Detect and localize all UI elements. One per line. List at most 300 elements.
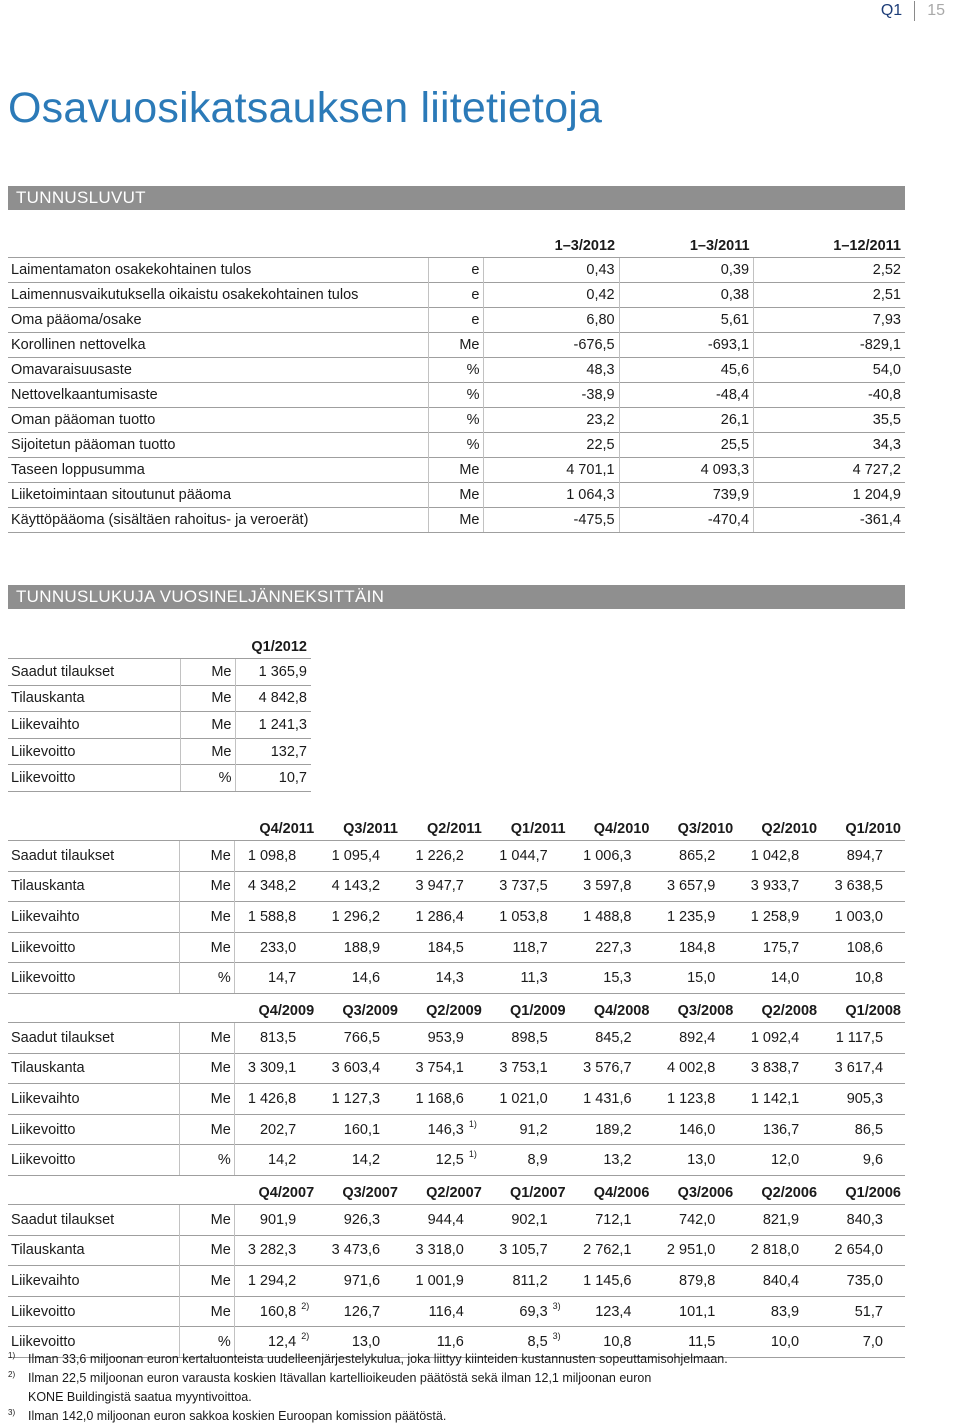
footnote-slot	[634, 932, 654, 963]
table-row	[8, 1296, 905, 1327]
footnote-slot	[550, 871, 570, 902]
column-header: Q1/2007	[509, 1185, 566, 1201]
column-header: Q3/2010	[677, 821, 734, 837]
value-cell: 1 042,8	[737, 841, 801, 872]
table-row	[8, 258, 905, 283]
footnote-slot	[717, 1084, 737, 1115]
value-cell: 879,8	[653, 1266, 717, 1297]
row-label: Nettovelkaantumisaste	[8, 383, 428, 408]
value-cell: -48,4	[619, 383, 753, 408]
value-cell: 34,3	[754, 433, 905, 458]
footnote-slot	[298, 902, 318, 933]
value-cell: 1 098,8	[234, 841, 298, 872]
row-unit: %	[180, 765, 235, 792]
footnote-slot	[717, 841, 737, 872]
value-cell: 821,9	[737, 1205, 801, 1236]
row-label: Omavaraisuusaste	[8, 358, 428, 383]
value-cell: 845,2	[570, 1023, 634, 1054]
row-unit: Me	[180, 738, 235, 765]
footnote-slot	[466, 841, 486, 872]
footnote-slot	[634, 1023, 654, 1054]
value-cell: 45,6	[619, 358, 753, 383]
table-header-row	[8, 807, 905, 841]
footnote-text: Ilman 33,6 miljoonan euron kertaluonteista uudelleenjärjestelykulua, joka liittyy kiinteiden kustannusten sopeuttamisohjelmaan.	[28, 1352, 728, 1366]
footnote-slot	[801, 1053, 821, 1084]
column-header: Q3/2007	[342, 1185, 398, 1201]
value-cell: 1 117,5	[821, 1023, 885, 1054]
row-label: Liikevoitto	[8, 765, 180, 792]
value-cell: 13,0	[318, 1327, 382, 1358]
table-row	[8, 383, 905, 408]
value-cell: 3 838,7	[737, 1053, 801, 1084]
footnote-slot	[550, 1023, 570, 1054]
value-cell: 23,2	[483, 408, 619, 433]
value-cell: 894,7	[821, 841, 885, 872]
footnote-slot	[466, 1266, 486, 1297]
value-cell: 12,4	[234, 1327, 298, 1358]
value-cell: 1 006,3	[570, 841, 634, 872]
row-unit: Me	[180, 1023, 235, 1054]
value-cell: 3 638,5	[821, 871, 885, 902]
column-header: Q2/2007	[426, 1185, 482, 1201]
footnote-slot	[885, 1205, 905, 1236]
footnote-slot	[717, 1053, 737, 1084]
value-cell: 175,7	[737, 932, 801, 963]
footnote-slot	[885, 1235, 905, 1266]
quarter-label: Q1	[880, 2, 903, 19]
value-cell: 184,5	[402, 932, 466, 963]
row-label: Liikevaihto	[8, 1266, 180, 1297]
column-header: Q1/2011	[510, 821, 566, 837]
column-header: Q4/2006	[593, 1185, 650, 1201]
value-cell: 1 142,1	[737, 1084, 801, 1115]
row-label: Saadut tilaukset	[8, 659, 180, 686]
footnote-slot	[466, 1053, 486, 1084]
value-cell: 86,5	[821, 1114, 885, 1145]
column-header: Q2/2006	[761, 1185, 818, 1201]
footnote-slot	[550, 841, 570, 872]
value-cell: 51,7	[821, 1296, 885, 1327]
table-header-row	[8, 989, 905, 1023]
row-label: Saadut tilaukset	[8, 1205, 180, 1236]
table-row	[8, 333, 905, 358]
footnote-slot	[801, 871, 821, 902]
value-cell: 1 294,2	[234, 1266, 298, 1297]
value-cell: 132,7	[235, 738, 311, 765]
footnote-slot	[717, 1023, 737, 1054]
footnote-slot	[801, 902, 821, 933]
value-cell: 14,3	[402, 963, 466, 994]
value-cell: 123,4	[570, 1296, 634, 1327]
value-cell: 11,5	[653, 1327, 717, 1358]
table-row	[8, 458, 905, 483]
footnote-slot	[634, 871, 654, 902]
column-header: Q2/2011	[426, 821, 482, 837]
footnote-slot	[382, 1114, 402, 1145]
section-bar-tunnusluvut	[8, 186, 905, 210]
footnote-slot	[801, 841, 821, 872]
row-unit: Me	[428, 483, 483, 508]
column-header: Q3/2009	[342, 1003, 398, 1019]
value-cell: 971,6	[318, 1266, 382, 1297]
value-cell: 3 597,8	[570, 871, 634, 902]
column-header: 1–3/2011	[689, 238, 750, 254]
value-cell: 54,0	[754, 358, 905, 383]
value-cell: 136,7	[737, 1114, 801, 1145]
table-row	[8, 902, 905, 933]
value-cell: 1 095,4	[318, 841, 382, 872]
footnote-ref: 1)	[466, 1114, 486, 1145]
value-cell: 4 002,8	[653, 1053, 717, 1084]
value-cell: 3 318,0	[402, 1235, 466, 1266]
value-cell: 4 093,3	[619, 458, 753, 483]
value-cell: 953,9	[402, 1023, 466, 1054]
row-label: Laimentamaton osakekohtainen tulos	[8, 258, 428, 283]
value-cell: 10,8	[570, 1327, 634, 1358]
value-cell: 1 235,9	[653, 902, 717, 933]
value-cell: 1 064,3	[483, 483, 619, 508]
value-cell: 8,9	[486, 1145, 550, 1176]
footnote	[8, 1369, 908, 1388]
value-cell: 1 241,3	[235, 712, 311, 739]
value-cell: 905,3	[821, 1084, 885, 1115]
value-cell: 10,8	[821, 963, 885, 994]
footnote-slot	[885, 871, 905, 902]
value-cell: 901,9	[234, 1205, 298, 1236]
footnote-slot	[885, 902, 905, 933]
value-cell: 811,2	[486, 1266, 550, 1297]
value-cell: -361,4	[754, 508, 905, 533]
column-header: 1–3/2012	[554, 238, 616, 254]
footnote-slot	[298, 1235, 318, 1266]
value-cell: 0,38	[619, 283, 753, 308]
value-cell: 10,0	[737, 1327, 801, 1358]
value-cell: -693,1	[619, 333, 753, 358]
table-row	[8, 712, 311, 739]
value-cell: 2 818,0	[737, 1235, 801, 1266]
footnote	[8, 1388, 908, 1407]
row-unit: Me	[180, 841, 235, 872]
footnote-slot	[298, 1084, 318, 1115]
value-cell: 7,0	[821, 1327, 885, 1358]
value-cell: 160,8	[234, 1296, 298, 1327]
value-cell: 1 226,2	[402, 841, 466, 872]
row-label: Tilauskanta	[8, 871, 180, 902]
value-cell: 3 309,1	[234, 1053, 298, 1084]
row-label: Liiketoimintaan sitoutunut pääoma	[8, 483, 428, 508]
footnote-slot	[801, 1084, 821, 1115]
row-unit: Me	[180, 1114, 235, 1145]
footnote-slot	[550, 1114, 570, 1145]
value-cell: 5,61	[619, 308, 753, 333]
footnote-slot	[885, 932, 905, 963]
value-cell: 14,6	[318, 963, 382, 994]
footnote-slot	[550, 902, 570, 933]
footnote-slot	[298, 871, 318, 902]
value-cell: 865,2	[653, 841, 717, 872]
footnote-slot	[466, 932, 486, 963]
value-cell: 7,93	[754, 308, 905, 333]
value-cell: 3 282,3	[234, 1235, 298, 1266]
footnote-slot	[717, 932, 737, 963]
value-cell: 739,9	[619, 483, 753, 508]
value-cell: 3 737,5	[486, 871, 550, 902]
value-cell: 146,0	[653, 1114, 717, 1145]
row-unit: Me	[428, 508, 483, 533]
row-label: Liikevoitto	[8, 738, 180, 765]
footnote-slot	[466, 902, 486, 933]
row-unit: %	[180, 963, 235, 994]
value-cell: 14,2	[318, 1145, 382, 1176]
footnote-slot	[885, 1053, 905, 1084]
value-cell: 2 654,0	[821, 1235, 885, 1266]
footnote-slot	[382, 1023, 402, 1054]
footnote-slot	[298, 932, 318, 963]
value-cell: -829,1	[754, 333, 905, 358]
footnote-text: Ilman 22,5 miljoonan euron varausta koskien Itävallan kartellioikeuden päätöstä sekä ilman 12,1 miljoonan euron	[28, 1371, 652, 1385]
footnote-slot	[885, 1114, 905, 1145]
value-cell: 126,7	[318, 1296, 382, 1327]
value-cell: 1 258,9	[737, 902, 801, 933]
row-label: Käyttöpääoma (sisältäen rahoitus- ja veroerät)	[8, 508, 428, 533]
value-cell: 1 296,2	[318, 902, 382, 933]
value-cell: 1 426,8	[234, 1084, 298, 1115]
footnote-slot	[466, 1205, 486, 1236]
key-figures-table	[8, 228, 905, 533]
value-cell: 1 021,0	[486, 1084, 550, 1115]
table-header-row	[8, 1171, 905, 1205]
value-cell: -38,9	[483, 383, 619, 408]
value-cell: 22,5	[483, 433, 619, 458]
column-header: Q1/2009	[509, 1003, 566, 1019]
table-row	[8, 765, 311, 792]
row-unit: Me	[180, 1084, 235, 1115]
value-cell: 4 143,2	[318, 871, 382, 902]
page-title: Osavuosikatsauksen liitetietoja	[8, 84, 603, 132]
value-cell: 2 951,0	[653, 1235, 717, 1266]
table-row	[8, 1235, 905, 1266]
footnote-slot	[382, 1053, 402, 1084]
footnote	[8, 1407, 908, 1426]
value-cell: 13,0	[653, 1145, 717, 1176]
value-cell: 3 933,7	[737, 871, 801, 902]
quarterly-table-2009-2008	[8, 989, 905, 1176]
value-cell: 1 053,8	[486, 902, 550, 933]
value-cell: 3 617,4	[821, 1053, 885, 1084]
row-unit: Me	[428, 333, 483, 358]
row-label: Sijoitetun pääoman tuotto	[8, 433, 428, 458]
column-header: 1–12/2011	[833, 238, 901, 254]
footnote-slot	[382, 841, 402, 872]
table-row	[8, 483, 905, 508]
row-unit: %	[180, 1327, 235, 1358]
column-header: Q3/2008	[677, 1003, 734, 1019]
value-cell: 25,5	[619, 433, 753, 458]
value-cell: 12,0	[737, 1145, 801, 1176]
column-header: Q2/2010	[761, 821, 818, 837]
column-header: Q3/2011	[343, 821, 398, 837]
footnote-slot	[717, 871, 737, 902]
footnote-text: KONE Buildingistä saatua myyntivoittoa.	[28, 1390, 252, 1404]
footnote-slot	[717, 1114, 737, 1145]
row-label: Liikevaihto	[8, 902, 180, 933]
footnote-slot	[382, 1205, 402, 1236]
value-cell: -676,5	[483, 333, 619, 358]
value-cell: 2,51	[754, 283, 905, 308]
value-cell: 10,7	[235, 765, 311, 792]
footnote-slot	[382, 1266, 402, 1297]
table-row	[8, 1266, 905, 1297]
value-cell: 1 003,0	[821, 902, 885, 933]
footnote-ref: 2)	[298, 1327, 318, 1358]
row-unit: %	[180, 1145, 235, 1176]
footnote	[8, 1350, 908, 1369]
footnote-slot	[717, 1266, 737, 1297]
row-label: Laimennusvaikutuksella oikaistu osakekohtainen tulos	[8, 283, 428, 308]
row-unit: Me	[180, 685, 235, 712]
footnote-slot	[298, 1114, 318, 1145]
value-cell: 101,1	[653, 1296, 717, 1327]
footnote-slot	[634, 1296, 654, 1327]
value-cell: 840,4	[737, 1266, 801, 1297]
footnote-slot	[634, 1114, 654, 1145]
value-cell: 766,5	[318, 1023, 382, 1054]
footnote-slot	[298, 1053, 318, 1084]
footnote-slot	[634, 841, 654, 872]
footnote-slot	[634, 1053, 654, 1084]
value-cell: 1 092,4	[737, 1023, 801, 1054]
value-cell: 202,7	[234, 1114, 298, 1145]
footnote-slot	[801, 1266, 821, 1297]
value-cell: 3 576,7	[570, 1053, 634, 1084]
table-row	[8, 1084, 905, 1115]
footnote-slot	[801, 1235, 821, 1266]
table-row	[8, 408, 905, 433]
footnote-slot	[717, 1205, 737, 1236]
value-cell: 83,9	[737, 1296, 801, 1327]
row-unit: e	[428, 283, 483, 308]
footnote-mark: 1)	[8, 1351, 16, 1360]
row-unit: e	[428, 258, 483, 283]
value-cell: -40,8	[754, 383, 905, 408]
value-cell: 944,4	[402, 1205, 466, 1236]
column-header: Q1/2012	[251, 639, 307, 655]
value-cell: 189,2	[570, 1114, 634, 1145]
footnote-slot	[634, 1235, 654, 1266]
column-header: Q3/2006	[677, 1185, 734, 1201]
footnote-slot	[801, 932, 821, 963]
row-label: Tilauskanta	[8, 1053, 180, 1084]
value-cell: 118,7	[486, 932, 550, 963]
value-cell: 898,5	[486, 1023, 550, 1054]
value-cell: 188,9	[318, 932, 382, 963]
value-cell: 48,3	[483, 358, 619, 383]
table-row	[8, 283, 905, 308]
value-cell: 1 431,6	[570, 1084, 634, 1115]
row-unit: Me	[180, 902, 235, 933]
row-unit: Me	[180, 712, 235, 739]
value-cell: 840,3	[821, 1205, 885, 1236]
row-label: Liikevoitto	[8, 963, 180, 994]
value-cell: 3 947,7	[402, 871, 466, 902]
table-row	[8, 932, 905, 963]
footnote-slot	[382, 902, 402, 933]
footnote-slot	[801, 1296, 821, 1327]
value-cell: 2,52	[754, 258, 905, 283]
value-cell: 35,5	[754, 408, 905, 433]
current-quarter-table	[8, 626, 311, 792]
footnote-ref: 3)	[550, 1296, 570, 1327]
value-cell: 160,1	[318, 1114, 382, 1145]
table-row	[8, 659, 311, 686]
quarterly-table-2007-2006	[8, 1171, 905, 1358]
row-label: Korollinen nettovelka	[8, 333, 428, 358]
footnote-slot	[382, 871, 402, 902]
row-unit: Me	[180, 659, 235, 686]
table-header-row	[8, 626, 311, 659]
row-unit: %	[428, 358, 483, 383]
footnote-mark	[8, 1388, 28, 1407]
row-unit: Me	[180, 1266, 235, 1297]
footnote-slot	[466, 1235, 486, 1266]
value-cell: 813,5	[234, 1023, 298, 1054]
value-cell: 12,5	[402, 1145, 466, 1176]
column-header: Q4/2009	[258, 1003, 315, 1019]
footnote-slot	[801, 1205, 821, 1236]
row-unit: Me	[180, 1235, 235, 1266]
value-cell: 1 123,8	[653, 1084, 717, 1115]
footnote-slot	[717, 902, 737, 933]
footnote-slot	[298, 1205, 318, 1236]
value-cell: 1 001,9	[402, 1266, 466, 1297]
value-cell: 4 348,2	[234, 871, 298, 902]
row-unit: e	[428, 308, 483, 333]
value-cell: 11,6	[402, 1327, 466, 1358]
footnote-slot	[885, 1023, 905, 1054]
value-cell: -470,4	[619, 508, 753, 533]
column-header: Q4/2011	[259, 821, 315, 837]
footnote-slot	[382, 1084, 402, 1115]
row-unit: Me	[428, 458, 483, 483]
footnote-mark: 3)	[8, 1408, 16, 1417]
value-cell: 1 145,6	[570, 1266, 634, 1297]
footnote-slot	[466, 1023, 486, 1054]
value-cell: 3 754,1	[402, 1053, 466, 1084]
table-header-row	[8, 228, 905, 258]
table-row	[8, 308, 905, 333]
value-cell: 3 473,6	[318, 1235, 382, 1266]
value-cell: 227,3	[570, 932, 634, 963]
footnote-slot	[298, 1023, 318, 1054]
row-label: Tilauskanta	[8, 1235, 180, 1266]
value-cell: 11,3	[486, 963, 550, 994]
column-header: Q1/2008	[845, 1003, 901, 1019]
table-row	[8, 1205, 905, 1236]
row-label: Liikevoitto	[8, 1145, 180, 1176]
footnote-slot	[466, 1296, 486, 1327]
row-label: Liikevaihto	[8, 1084, 180, 1115]
value-cell: 15,0	[653, 963, 717, 994]
footnote-slot	[298, 1266, 318, 1297]
value-cell: 1 365,9	[235, 659, 311, 686]
value-cell: 4 727,2	[754, 458, 905, 483]
row-unit: %	[428, 408, 483, 433]
footnote-slot	[382, 1296, 402, 1327]
footnote-slot	[550, 1235, 570, 1266]
column-header: Q4/2007	[258, 1185, 315, 1201]
quarterly-table-2011-2010	[8, 807, 905, 994]
value-cell: 1 488,8	[570, 902, 634, 933]
